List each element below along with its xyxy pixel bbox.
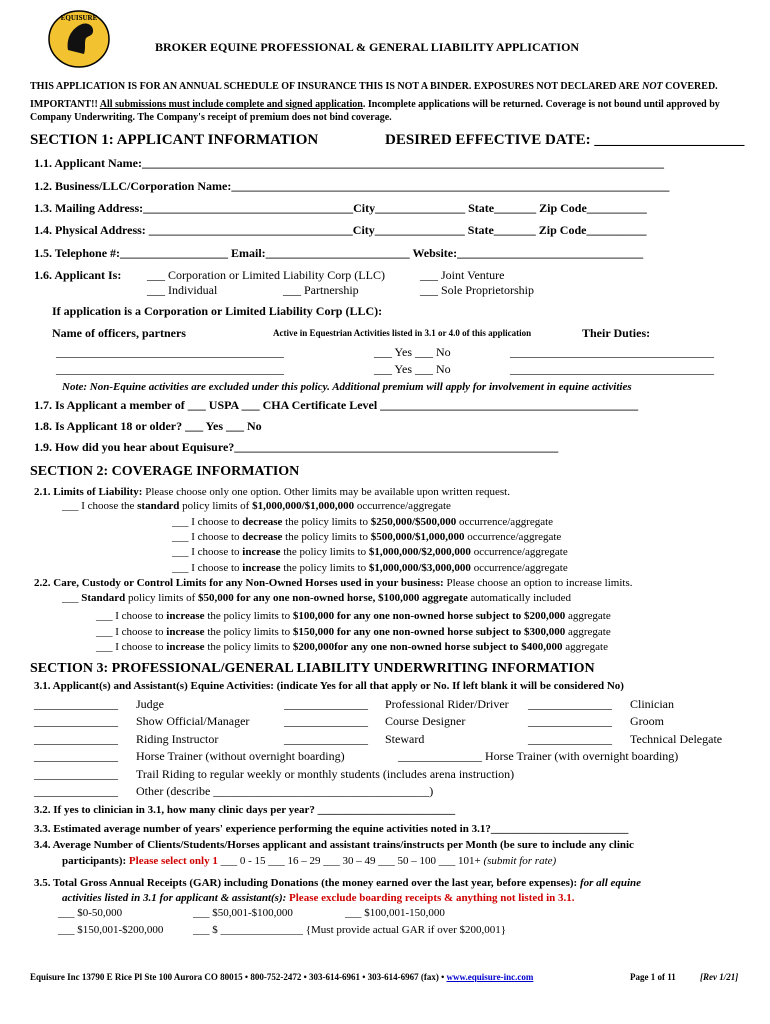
contact-fields[interactable]: 1.5. Telephone #:__________________ Email:________________________ Website:_______________________________ — [34, 246, 644, 260]
gar-heading: 3.5. Total Gross Annual Receipts (GAR) including Donations (the money earned over the last year, before expenses): for all equine — [34, 877, 642, 889]
activity-label: Technical Delegate — [630, 732, 723, 746]
option-sole-proprietorship[interactable]: ___ Sole Proprietorship — [420, 283, 534, 297]
activity-label: Groom — [630, 714, 664, 728]
equisure-logo — [40, 8, 118, 70]
officers-heading: Name of officers, partners — [52, 326, 186, 340]
section-3-title: SECTION 3: PROFESSIONAL/GENERAL LIABILITY UNDERWRITING INFORMATION — [30, 661, 595, 676]
officer-active-yesno[interactable]: ___ Yes ___ No — [374, 362, 451, 376]
active-heading: Active in Equestrian Activities listed in 3.1 or 4.0 of this application — [273, 328, 532, 338]
age-field[interactable]: 1.8. Is Applicant 18 or older? ___ Yes ___ No — [34, 419, 262, 433]
gar-option[interactable]: ___ $100,001-150,000 — [345, 907, 445, 919]
option-joint-venture[interactable]: ___ Joint Venture — [420, 268, 505, 282]
limit-option[interactable]: ___ I choose to increase the policy limits to $1,000,000/$3,000,000 occurrence/aggregate — [172, 562, 568, 574]
clients-heading: 3.4. Average Number of Clients/Students/Horses applicant and assistant trains/instructs per Month (be sure to include any clinic — [34, 839, 634, 851]
officer-active-yesno[interactable]: ___ Yes ___ No — [374, 345, 451, 359]
non-equine-note: Note: Non-Equine activities are excluded under this policy. Additional premium will apply for involvement in equine activities — [62, 381, 632, 393]
applicant-is-label: 1.6. Applicant Is: — [34, 268, 122, 282]
activity-blank[interactable]: ______________ — [284, 697, 368, 711]
gar-option[interactable]: ___ $150,001-$200,000 — [58, 924, 164, 936]
option-corporation[interactable]: ___ Corporation or Limited Liability Corp (LLC) — [147, 268, 385, 282]
activity-blank[interactable]: ______________ — [34, 749, 118, 763]
activity-label: Trail Riding to regular weekly or monthly students (includes arena instruction) — [136, 767, 515, 781]
revision: [Rev 1/21] — [700, 972, 739, 982]
activity-blank[interactable]: ______________ — [528, 732, 612, 746]
activity-other-field[interactable]: Other (describe ____________________________________) — [136, 784, 434, 798]
important-line: IMPORTANT!! All submissions must include complete and signed application. Incomplete applications will be returned. Coverage is not bound until approved by — [30, 99, 720, 110]
limit-option[interactable]: ___ I choose to increase the policy limits to $1,000,000/$2,000,000 occurrence/aggregate — [172, 546, 568, 558]
activity-label: Show Official/Manager — [136, 714, 250, 728]
business-name-field[interactable]: 1.2. Business/LLC/Corporation Name:_________________________________________________________________________ — [34, 179, 670, 193]
activities-heading: 3.1. Applicant(s) and Assistant(s) Equine Activities: (indicate Yes for all that apply or No. If left blank it will be considered No) — [34, 680, 624, 692]
activity-blank[interactable]: ______________ — [528, 697, 612, 711]
clients-options[interactable]: participants): Please select only 1 ___ 0 - 15 ___ 16 – 29 ___ 30 – 49 ___ 50 – 100 ___ 101+ (submit for rate) — [62, 855, 557, 867]
activity-blank[interactable]: ______________ — [284, 732, 368, 746]
ccc-limits: 2.2. Care, Custody or Control Limits for any Non-Owned Horses used in your business: Please choose an option to increase limits. — [34, 577, 633, 589]
activity-label: Professional Rider/Driver — [385, 697, 509, 711]
option-individual[interactable]: ___ Individual — [147, 283, 218, 297]
limit-option[interactable]: ___ I choose to decrease the policy limits to $500,000/$1,000,000 occurrence/aggregate — [172, 531, 562, 543]
clinic-days-field[interactable]: 3.2. If yes to clinician in 3.1, how many clinic days per year? _________________________ — [34, 804, 456, 816]
applicant-name-field[interactable]: 1.1. Applicant Name:_______________________________________________________________________________________ — [34, 156, 664, 170]
activity-blank[interactable]: ______________ — [34, 697, 118, 711]
physical-address-field[interactable]: 1.4. Physical Address: __________________________________City_______________ State_______ Zip Code__________ — [34, 223, 647, 237]
gar-subheading: activities listed in 3.1 for applicant & assistant(s): Please exclude boarding receipts & anything not listed in 3.1. — [62, 892, 575, 904]
activity-blank[interactable]: ______________ — [34, 767, 118, 781]
duties-heading: Their Duties: — [582, 326, 651, 340]
activity-label: Steward — [385, 732, 425, 746]
activity-blank[interactable]: ______________ — [34, 714, 118, 728]
experience-field[interactable]: 3.3. Estimated average number of years' experience performing the equine activities noted in 3.1?_________________________ — [34, 823, 629, 835]
ccc-option[interactable]: ___ I choose to increase the policy limits to $150,000 for any one non-owned horse subject to $300,000 aggregate — [96, 626, 611, 638]
footer-address: Equisure Inc 13790 E Rice Pl Ste 100 Aurora CO 80015 • 800-752-2472 • 303-614-6961 • 303-614-6967 (fax) • www.equisure-inc.com — [30, 972, 534, 982]
activity-label: Riding Instructor — [136, 732, 219, 746]
page-number: Page 1 of 11 — [630, 972, 676, 982]
activity-trainer-boarding[interactable]: ______________ Horse Trainer (with overnight boarding) — [398, 749, 679, 763]
ccc-option[interactable]: ___ I choose to increase the policy limits to $100,000 for any one non-owned horse subject to $200,000 aggregate — [96, 610, 611, 622]
activity-label: Horse Trainer (without overnight boarding) — [136, 749, 345, 763]
logo-text: EQUISURE — [60, 14, 98, 22]
important-line-2: Company Underwriting. The Company's receipt of premium does not bind coverage. — [30, 112, 392, 123]
effective-date-field[interactable]: DESIRED EFFECTIVE DATE: ____________________ — [385, 132, 745, 148]
officer-duties-field[interactable]: __________________________________ — [510, 345, 714, 359]
mailing-address-field[interactable]: 1.3. Mailing Address:___________________________________City_______________ State_______ Zip Code__________ — [34, 201, 647, 215]
activity-label: Judge — [136, 697, 164, 711]
activity-label: Clinician — [630, 697, 674, 711]
page-title: BROKER EQUINE PROFESSIONAL & GENERAL LIABILITY APPLICATION — [155, 40, 580, 54]
referral-field[interactable]: 1.9. How did you hear about Equisure?______________________________________________________ — [34, 440, 559, 454]
corp-heading: If application is a Corporation or Limited Liability Corp (LLC): — [52, 304, 383, 318]
officer-name-field[interactable]: ______________________________________ — [56, 345, 284, 359]
activity-blank[interactable]: ______________ — [528, 714, 612, 728]
officer-duties-field[interactable]: __________________________________ — [510, 362, 714, 376]
activity-blank[interactable]: ______________ — [34, 732, 118, 746]
section-1-title: SECTION 1: APPLICANT INFORMATION — [30, 132, 319, 148]
ccc-standard-option[interactable]: ___ Standard policy limits of $50,000 for any one non-owned horse, $100,000 aggregate automatically included — [62, 592, 571, 604]
gar-option-other[interactable]: ___ $ _______________ {Must provide actual GAR if over $200,001} — [193, 924, 507, 936]
limit-option[interactable]: ___ I choose to decrease the policy limits to $250,000/$500,000 occurrence/aggregate — [172, 516, 554, 528]
membership-field[interactable]: 1.7. Is Applicant a member of ___ USPA ___ CHA Certificate Level ___________________________________________ — [34, 398, 639, 412]
gar-option[interactable]: ___ $0-50,000 — [58, 907, 123, 919]
option-partnership[interactable]: ___ Partnership — [283, 283, 359, 297]
notice-line: THIS APPLICATION IS FOR AN ANNUAL SCHEDULE OF INSURANCE THIS IS NOT A BINDER. EXPOSURES NOT DECLARED ARE NOT COVERED. — [30, 81, 718, 92]
gar-option[interactable]: ___ $50,001-$100,000 — [193, 907, 293, 919]
ccc-option[interactable]: ___ I choose to increase the policy limits to $200,000for any one non-owned horse subject to $400,000 aggregate — [96, 641, 608, 653]
activity-blank[interactable]: ______________ — [34, 784, 118, 798]
limits-of-liability: 2.1. Limits of Liability: Please choose only one option. Other limits may be available upon written request. — [34, 486, 510, 498]
activity-blank[interactable]: ______________ — [284, 714, 368, 728]
officer-name-field[interactable]: ______________________________________ — [56, 362, 284, 376]
activity-label: Course Designer — [385, 714, 466, 728]
standard-limits-option[interactable]: ___ I choose the standard policy limits of $1,000,000/$1,000,000 occurrence/aggregate — [62, 500, 451, 512]
footer-website-link[interactable]: www.equisure-inc.com — [446, 972, 534, 982]
section-2-title: SECTION 2: COVERAGE INFORMATION — [30, 464, 300, 479]
